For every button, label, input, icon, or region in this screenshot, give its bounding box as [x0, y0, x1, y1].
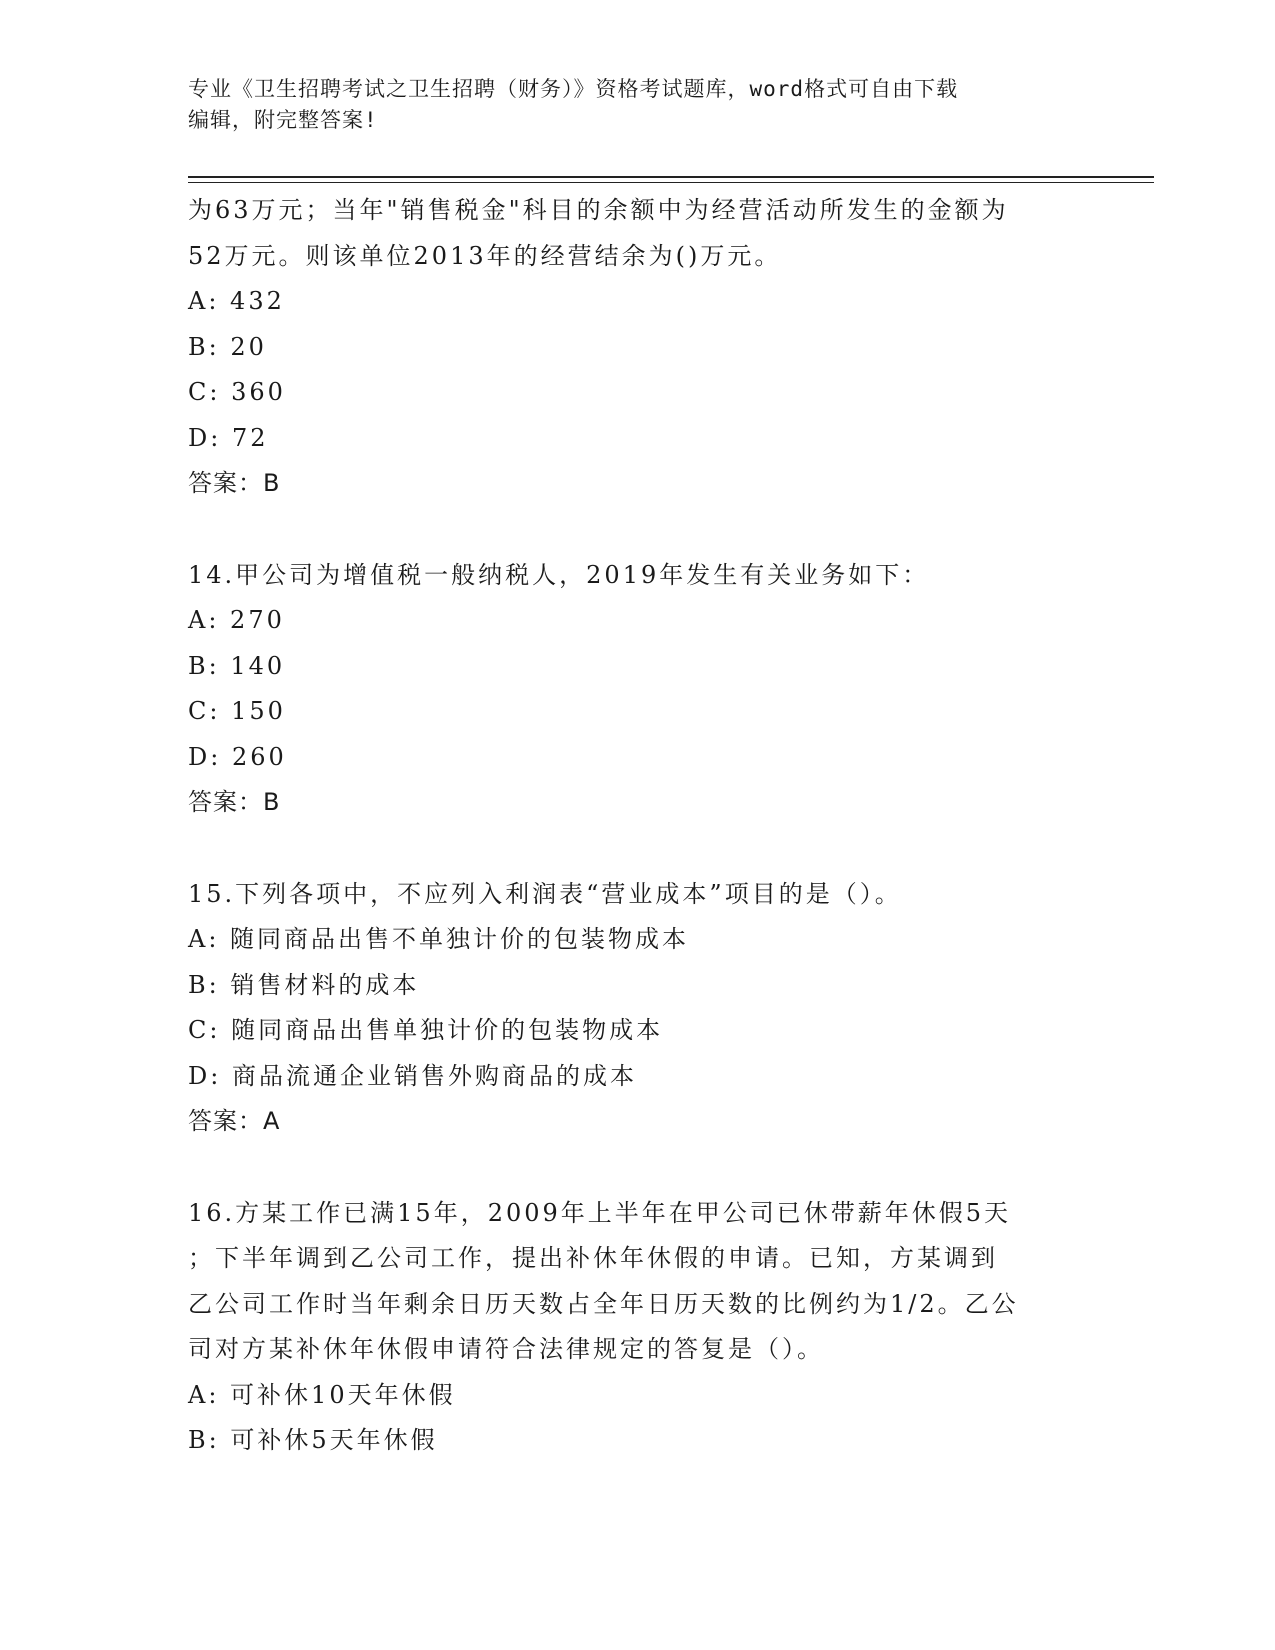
question-15-answer: 答案：A	[188, 1107, 281, 1135]
question-13	[188, 188, 1088, 507]
question-14-option-c: C: 150	[188, 697, 286, 725]
question-13-option-b: B: 20	[188, 332, 267, 361]
question-15-option-b: B: 销售材料的成本	[188, 970, 420, 999]
question-15-option-c: C: 随同商品出售单独计价的包装物成本	[188, 1016, 664, 1044]
question-16-text-line-2: ；下半年调到乙公司工作，提出补休年休假的申请。已知，方某调到	[188, 1244, 998, 1272]
question-16	[188, 1191, 1088, 1464]
header-rule-thick	[188, 176, 1154, 178]
question-16-text-line-3: 乙公司工作时当年剩余日历天数占全年日历天数的比例约为1/2。乙公	[188, 1289, 1019, 1318]
question-16-option-b: B: 可补休5天年休假	[188, 1426, 438, 1454]
spacer	[188, 826, 1088, 872]
header-rule-thin	[188, 182, 1154, 183]
question-13-option-a: A: 432	[188, 287, 285, 315]
document-header	[188, 74, 1068, 136]
question-14	[188, 553, 1088, 826]
question-13-option-d: D: 72	[188, 423, 269, 452]
question-16-text-line-4: 司对方某补休年休假申请符合法律规定的答复是（）。	[188, 1335, 824, 1363]
header-line-1: 专业《卫生招聘考试之卫生招聘（财务）》资格考试题库，word格式可自由下载	[188, 77, 959, 101]
spacer	[188, 1145, 1088, 1191]
header-line-2: 编辑，附完整答案!	[188, 108, 378, 132]
question-14-text-line-1: 14.甲公司为增值税一般纳税人，2019年发生有关业务如下：	[188, 560, 930, 589]
question-14-option-a: A: 270	[188, 606, 285, 634]
question-13-text-line-2: 52万元。则该单位2013年的经营结余为()万元。	[188, 241, 782, 270]
question-15-option-d: D: 商品流通企业销售外购商品的成本	[188, 1061, 637, 1090]
question-16-option-a: A: 可补休10天年休假	[188, 1380, 456, 1409]
question-16-text-line-1: 16.方某工作已满15年，2009年上半年在甲公司已休带薪年休假5天	[188, 1198, 1012, 1227]
question-15-text-line-1: 15.下列各项中，不应列入利润表“营业成本”项目的是（）。	[188, 879, 902, 908]
spacer	[188, 507, 1088, 553]
question-14-option-d: D: 260	[188, 742, 287, 771]
question-content	[188, 188, 1088, 1464]
question-14-answer: 答案：B	[188, 788, 281, 816]
question-13-option-c: C: 360	[188, 378, 286, 406]
question-15	[188, 872, 1088, 1145]
question-14-option-b: B: 140	[188, 651, 286, 680]
question-15-option-a: A: 随同商品出售不单独计价的包装物成本	[188, 925, 690, 953]
question-13-text-line-1: 为63万元；当年"销售税金"科目的余额中为经营活动所发生的金额为	[188, 196, 1009, 224]
question-13-answer: 答案：B	[188, 469, 281, 497]
